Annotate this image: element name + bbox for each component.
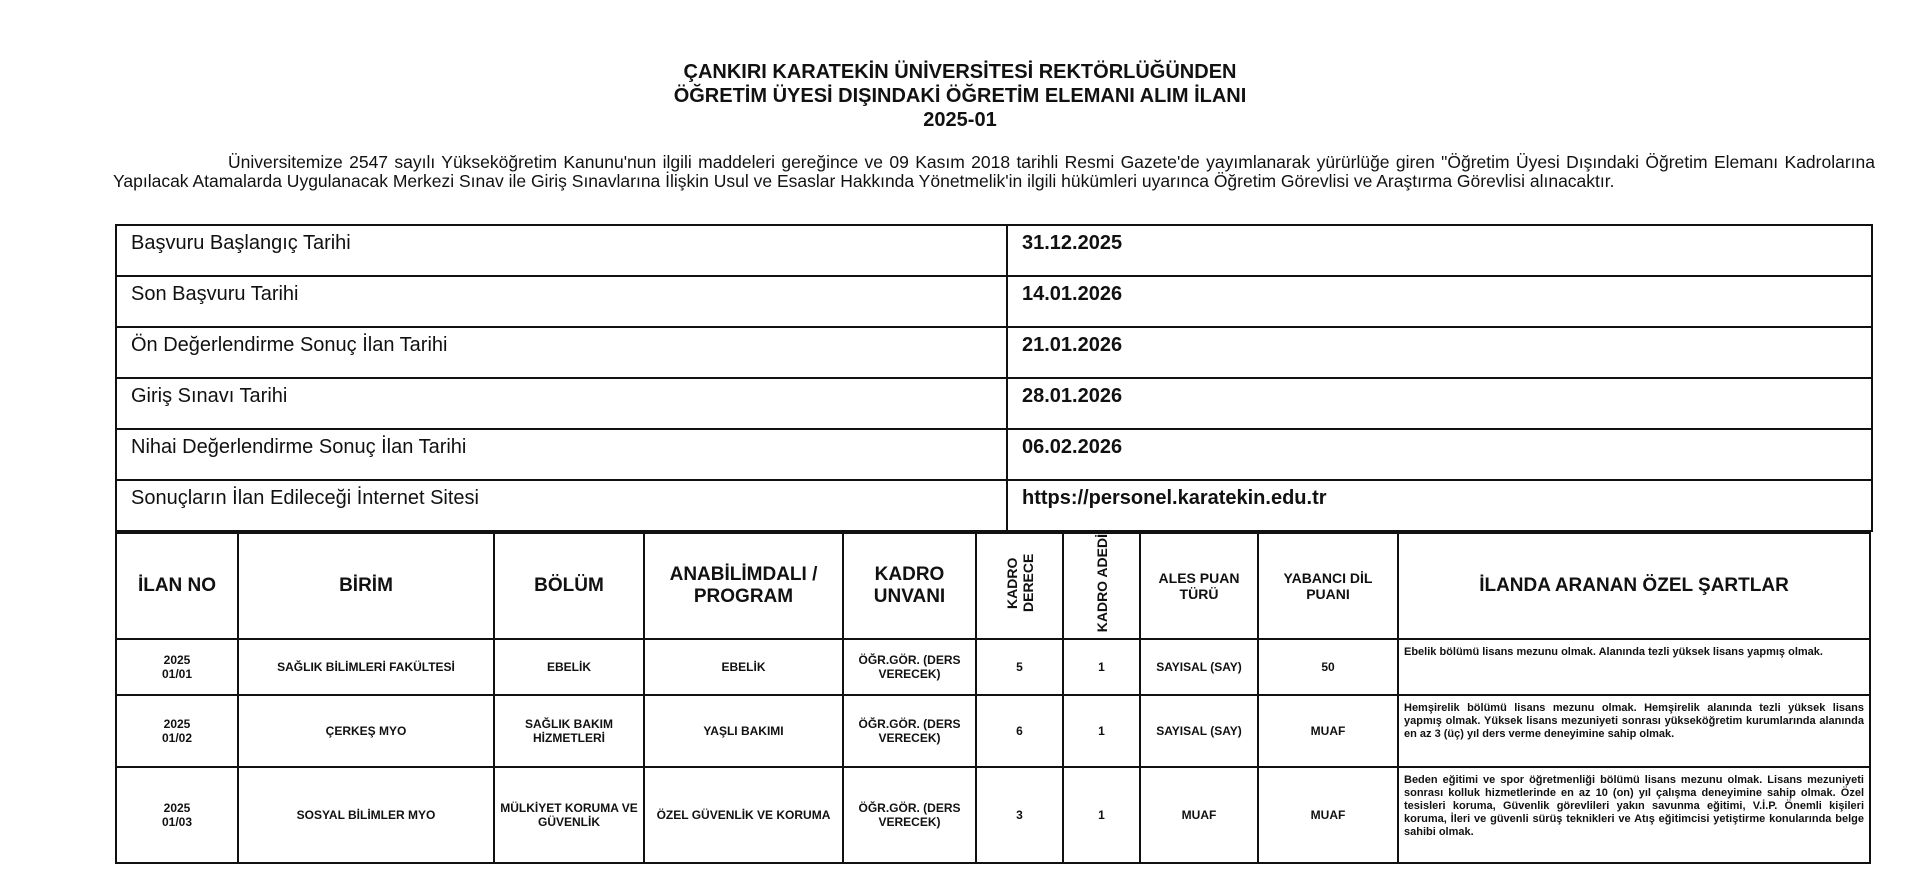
date-row (116, 225, 1872, 276)
title-line-3: 2025-01 (923, 109, 997, 131)
cell-birim: ÇERKEŞ MYO (238, 695, 494, 767)
cell-derece: 6 (976, 695, 1063, 767)
column-header: İLAN NO (116, 533, 238, 639)
date-value: 28.01.2026 (1007, 378, 1872, 429)
cell-sartlar: Hemşirelik bölümü lisans mezunu olmak. Hemşirelik alanında tezli yüksek lisans yapmış olmak. Yüksek lisans mezuniyeti sonrası yükseköğretim kurumlarında alanında en az 3 (üç) yıl ders verme deneyimine sahip olmak. (1398, 695, 1870, 767)
table-row (116, 639, 1870, 695)
cell-program: EBELİK (644, 639, 843, 695)
cell-dil: MUAF (1258, 695, 1398, 767)
cell-bolum: EBELİK (494, 639, 644, 695)
column-header: İLANDA ARANAN ÖZEL ŞARTLAR (1398, 533, 1870, 639)
date-label: Son Başvuru Tarihi (116, 276, 1007, 327)
date-value: 06.02.2026 (1007, 429, 1872, 480)
ilan-no (116, 767, 238, 863)
cell-ales: SAYISAL (SAY) (1140, 695, 1258, 767)
date-value: https://personel.karatekin.edu.tr (1007, 480, 1872, 531)
cell-dil: MUAF (1258, 767, 1398, 863)
date-row (116, 429, 1872, 480)
cell-sartlar: Ebelik bölümü lisans mezunu olmak. Alanında tezli yüksek lisans yapmış olmak. (1398, 639, 1870, 695)
column-header-text: KADRO DERECE (1003, 553, 1036, 613)
cell-dil: 50 (1258, 639, 1398, 695)
date-value: 14.01.2026 (1007, 276, 1872, 327)
cell-sartlar: Beden eğitimi ve spor öğretmenliği bölümü lisans mezunu olmak. Lisans mezuniyeti sonrası kolluk hizmetlerinde en az 10 (on) yıl çalışma deneyimine sahip olmak. Özel tesisleri koruma, Güvenlik görevlileri yakın savunma eğitimi, V.İ.P. Önemli kişileri koruma, İleri ve güvenli sürüş teknikleri ve Atış eğitimcisi yetiştirme konularında belge sahibi olmak. (1398, 767, 1870, 863)
cell-derece: 3 (976, 767, 1063, 863)
ilan-code: 01/03 (161, 815, 193, 829)
column-header: BİRİM (238, 533, 494, 639)
cell-ales: SAYISAL (SAY) (1140, 639, 1258, 695)
cell-program: YAŞLI BAKIMI (644, 695, 843, 767)
cell-adet: 1 (1063, 639, 1140, 695)
date-label: Ön Değerlendirme Sonuç İlan Tarihi (116, 327, 1007, 378)
table-row (116, 695, 1870, 767)
date-label: Başvuru Başlangıç Tarihi (116, 225, 1007, 276)
ilan-year: 2025 (163, 653, 191, 667)
date-value: 21.01.2026 (1007, 327, 1872, 378)
date-row (116, 276, 1872, 327)
cell-bolum: MÜLKİYET KORUMA VE GÜVENLİK (494, 767, 644, 863)
date-row (116, 480, 1872, 531)
ilan-code: 01/02 (161, 731, 193, 745)
ilan-code: 01/01 (161, 667, 193, 681)
column-header (1063, 533, 1140, 639)
cell-unvan: ÖĞR.GÖR. (DERS VERECEK) (843, 695, 976, 767)
date-label: Sonuçların İlan Edileceği İnternet Sitesi (116, 480, 1007, 531)
date-label: Giriş Sınavı Tarihi (116, 378, 1007, 429)
column-header (976, 533, 1063, 639)
column-header: KADRO UNVANI (843, 533, 976, 639)
column-header: ANABİLİMDALI / PROGRAM (644, 533, 843, 639)
cell-birim: SAĞLIK BİLİMLERİ FAKÜLTESİ (238, 639, 494, 695)
cell-unvan: ÖĞR.GÖR. (DERS VERECEK) (843, 767, 976, 863)
ilan-no (116, 639, 238, 695)
positions-table (115, 532, 1871, 864)
cell-unvan: ÖĞR.GÖR. (DERS VERECEK) (843, 639, 976, 695)
date-row (116, 378, 1872, 429)
date-label: Nihai Değerlendirme Sonuç İlan Tarihi (116, 429, 1007, 480)
ilan-no (116, 695, 238, 767)
cell-birim: SOSYAL BİLİMLER MYO (238, 767, 494, 863)
ilan-year: 2025 (163, 717, 191, 731)
title-line-1: ÇANKIRI KARATEKİN ÜNİVERSİTESİ REKTÖRLÜĞÜNDEN (683, 61, 1237, 83)
column-header: BÖLÜM (494, 533, 644, 639)
dates-table (115, 224, 1873, 532)
cell-program: ÖZEL GÜVENLİK VE KORUMA (644, 767, 843, 863)
cell-ales: MUAF (1140, 767, 1258, 863)
cell-adet: 1 (1063, 695, 1140, 767)
date-row (116, 327, 1872, 378)
date-value: 31.12.2025 (1007, 225, 1872, 276)
cell-adet: 1 (1063, 767, 1140, 863)
column-header: ALES PUAN TÜRÜ (1140, 533, 1258, 639)
cell-bolum: SAĞLIK BAKIM HİZMETLERİ (494, 695, 644, 767)
table-row (116, 767, 1870, 863)
ilan-year: 2025 (163, 801, 191, 815)
intro-paragraph: Üniversitemize 2547 sayılı Yükseköğretim Kanunu'nun ilgili maddeleri gereğince ve 09 Kasım 2018 tarihli Resmi Gazete'de yayımlanarak yürürlüğe giren "Öğretim Üyesi Dışındaki Öğretim Elemanı Kadrolarına Yapılacak Atamalarda Uygulanacak Merkezi Sınav ile Giriş Sınavlarına İlişkin Usul ve Esaslar Hakkında Yönetmelik'in ilgili hükümleri uyarınca Öğretim Görevlisi ve Araştırma Görevlisi alınacaktır. (113, 152, 1875, 191)
cell-derece: 5 (976, 639, 1063, 695)
column-header-text: KADRO ADEDİ (1093, 533, 1110, 633)
title-line-2: ÖĞRETİM ÜYESİ DIŞINDAKİ ÖĞRETİM ELEMANI ALIM İLANI (673, 85, 1247, 107)
column-header: YABANCI DİL PUANI (1258, 533, 1398, 639)
